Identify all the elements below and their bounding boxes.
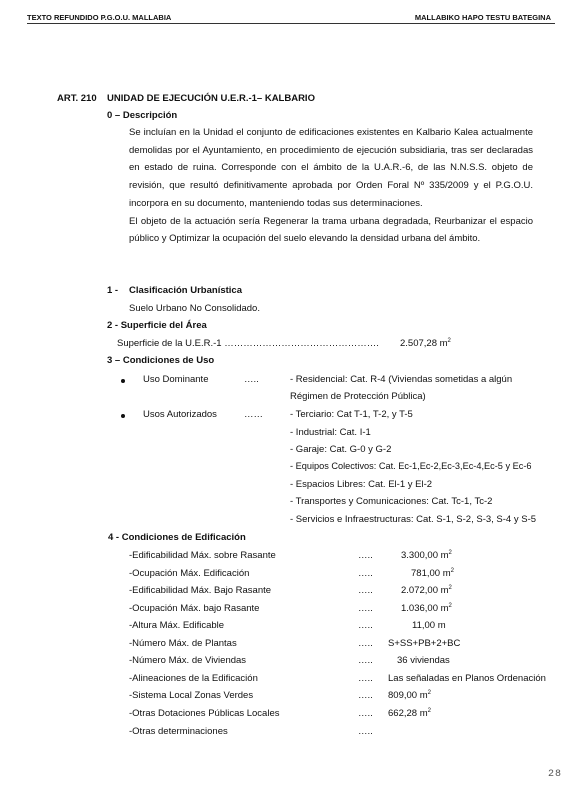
uso-autorizado-item: - Servicios e Infraestructuras: Cat. S-1, S-2, S-3, S-4 y S-5 (290, 514, 537, 525)
area-value: 2.507,28 $m^2$ (400, 338, 451, 350)
edif-dots: ….. (358, 708, 373, 719)
section-2-heading: 2 - Superficie del Área (107, 320, 207, 331)
uso-dominante-dots: ….. (244, 374, 259, 385)
uso-autorizado-item: - Espacios Libres: Cat. El-1 y El-2 (290, 479, 433, 490)
area-dots: …………………………………………. (224, 338, 379, 349)
edif-label: -Alineaciones de la Edificación (129, 673, 258, 684)
uso-autorizado-item: - Industrial: Cat. I-1 (290, 427, 371, 438)
edif-value: 11,00 m (412, 620, 446, 632)
section-1-heading: Clasificación Urbanística (129, 285, 242, 296)
header-left: TEXTO REFUNDIDO P.G.O.U. MALLABIA (27, 13, 172, 22)
description-paragraph-1: Se incluían en la Unidad el conjunto de edificaciones existentes en Kalbario Kalea actualmente demolidas por el Ayuntamiento, en procedimiento de ejecución subsidiaria, tras ser declaradas en estado de ruina. Corresponde con el ámbito de la U.A.R.-6, de las N.N.S.S. objeto de revisión, que resultó definitivamente aprobada por Orden Foral Nº 335/2009 y el P.G.O.U. incorpora en su documento, manteniendo todas sus determinaciones. (129, 127, 533, 209)
uso-autorizado-item: - Equipos Colectivos: Cat. Ec-1,Ec-2,Ec-3,Ec-4,Ec-5 y Ec-6 (290, 461, 532, 471)
edif-label: -Edificabilidad Máx. sobre Rasante (129, 550, 276, 561)
uso-dominante-line-2: Régimen de Protección Pública) (290, 391, 426, 402)
edif-value: 36 viviendas (397, 655, 450, 667)
header-right: MALLABIKO HAPO TESTU BATEGINA (414, 13, 551, 22)
uso-dominante-line-1: - Residencial: Cat. R-4 (Viviendas sometidas a algún (290, 374, 513, 385)
description-paragraph-2: El objeto de la actuación sería Regenerar la trama urbana degradada, Reurbanizar el espacio público y Optimizar la ocupación del suelo elevando la densidad urbana del ámbito. (129, 215, 533, 245)
edif-dots: ….. (358, 568, 373, 579)
edif-value: 2.072,00 $m^2$ (401, 585, 452, 597)
edif-value: S+SS+PB+2+BC (388, 638, 461, 650)
edif-dots: ….. (358, 550, 373, 561)
uso-autorizado-item: - Garaje: Cat. G-0 y G-2 (290, 444, 392, 455)
article-number: ART. 210 (57, 93, 97, 104)
edif-label: -Otras Dotaciones Públicas Locales (129, 708, 280, 719)
edif-value: 662,28 $m^2$ (388, 708, 431, 720)
edif-value: Las señaladas en Planos Ordenación (388, 673, 546, 685)
header-rule (27, 23, 555, 24)
uso-autorizado-item: - Terciario: Cat T-1, T-2, y T-5 (290, 409, 413, 420)
bullet-icon (121, 379, 125, 383)
edif-value: 1.036,00 $m^2$ (401, 603, 452, 615)
usos-autorizados-dots: …… (244, 409, 263, 420)
edif-label: -Edificabilidad Máx. Bajo Rasante (129, 585, 272, 596)
edif-value: 3.300,00 $m^2$ (401, 550, 452, 562)
edif-label: -Número Máx. de Viviendas (129, 655, 247, 666)
bullet-icon (121, 414, 125, 418)
edif-dots: ….. (358, 603, 373, 614)
classification-text: Suelo Urbano No Consolidado. (129, 303, 260, 314)
edif-dots: ….. (358, 638, 373, 649)
edif-dots: ….. (358, 620, 373, 631)
area-label: Superficie de la U.E.R.-1 (117, 338, 222, 349)
edif-label: -Ocupación Máx. Edificación (129, 568, 250, 579)
page-number: 28 (548, 769, 563, 780)
uso-autorizado-item: - Transportes y Comunicaciones: Cat. Tc-1, Tc-2 (290, 496, 493, 507)
edif-label: -Ocupación Máx. bajo Rasante (129, 603, 260, 614)
edif-value: 781,00 $m^2$ (411, 568, 454, 580)
section-3-heading: 3 – Condiciones de Uso (107, 355, 215, 366)
edif-label: -Otras determinaciones (129, 726, 228, 737)
edif-label: -Número Máx. de Plantas (129, 638, 237, 649)
section-1-number: 1 - (107, 285, 119, 296)
edif-value: 809,00 $m^2$ (388, 690, 431, 702)
usos-autorizados-label: Usos Autorizados (143, 409, 217, 420)
area-row (117, 338, 379, 349)
article-title: UNIDAD DE EJECUCIÓN U.E.R.-1– KALBARIO (107, 93, 315, 104)
uso-dominante-label: Uso Dominante (143, 374, 209, 385)
edif-dots: ….. (358, 726, 373, 737)
edif-label: -Altura Máx. Edificable (129, 620, 225, 631)
section-4-heading: 4 - Condiciones de Edificación (108, 532, 246, 543)
edif-label: -Sistema Local Zonas Verdes (129, 690, 254, 701)
edif-dots: ….. (358, 585, 373, 596)
section-0-heading: 0 – Descripción (107, 110, 178, 121)
edif-dots: ….. (358, 690, 373, 701)
edif-dots: ….. (358, 673, 373, 684)
section-0-body (129, 124, 533, 248)
edif-dots: ….. (358, 655, 373, 666)
